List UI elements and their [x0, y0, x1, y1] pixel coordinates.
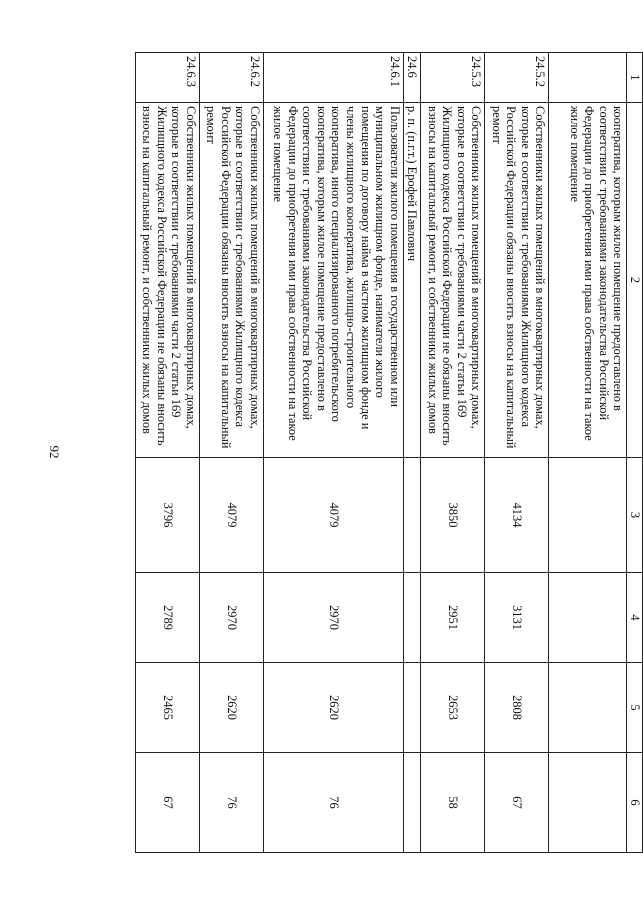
table-row: [135, 53, 199, 853]
row-value-col5: 2465: [135, 663, 199, 753]
row-description: кооператива, которым жилое помещение предоставлено в соответствии с требованиями законодательства Российской Федерации до приобретения ими права собственности на такое жилое помещение: [549, 103, 627, 458]
row-value-col3: [549, 458, 627, 573]
row-value-col6: 58: [421, 753, 485, 853]
row-value-col4: 2970: [263, 573, 403, 663]
row-value-col4: [549, 573, 627, 663]
table-row: [263, 53, 403, 853]
row-description: Собственники жилых помещений в многоквартирных домах, которые в соответствии с требованиями Жилищного кодекса Российской Федерации обязаны вносить взносы на капитальный ремонт: [199, 103, 263, 458]
header-cell: 1: [627, 53, 643, 103]
row-value-col3: 3796: [135, 458, 199, 573]
table-row: [485, 53, 549, 853]
header-cell: 4: [627, 573, 643, 663]
row-value-col4: 2951: [421, 573, 485, 663]
row-value-col3: 3850: [421, 458, 485, 573]
row-value-col6: [549, 753, 627, 853]
header-cell: 2: [627, 103, 643, 458]
row-description: Пользователи жилого помещения в государственном или муниципальном жилищном фонде, наниматели жилого помещения по договору найма в частном жилищном фонде и члены жилищного кооператива, жилищно-строительного кооператива, иного специализированного потребительского кооператива, которым жилое помещение предоставлено в соответствии с требованиями законодательства Российской Федерации до приобретения ими права собственности на такое жилое помещение: [263, 103, 403, 458]
row-value-col5: 2620: [199, 663, 263, 753]
row-value-col3: 4079: [199, 458, 263, 573]
page-number: 92: [47, 445, 62, 459]
header-cell: 3: [627, 458, 643, 573]
row-code: 24.6.3: [135, 53, 199, 103]
row-value-col5: [403, 663, 421, 753]
row-code: [549, 53, 627, 103]
table-row: [549, 53, 627, 853]
row-code: 24.5.3: [421, 53, 485, 103]
row-description: р. п. (п.г.т.) Ерофей Павлович: [403, 103, 421, 458]
row-value-col3: 4134: [485, 458, 549, 573]
row-value-col6: 76: [199, 753, 263, 853]
row-value-col4: 3131: [485, 573, 549, 663]
table-row: [199, 53, 263, 853]
row-value-col5: 2808: [485, 663, 549, 753]
header-cell: 5: [627, 663, 643, 753]
row-value-col5: 2653: [421, 663, 485, 753]
header-row: [627, 53, 643, 853]
header-cell: 6: [627, 753, 643, 853]
table-row: [403, 53, 421, 853]
table-row: [421, 53, 485, 853]
row-value-col4: 2970: [199, 573, 263, 663]
row-code: 24.6: [403, 53, 421, 103]
row-value-col5: 2620: [263, 663, 403, 753]
row-description: Собственники жилых помещений в многоквартирных домах, которые в соответствии с требованиями части 2 статьи 169 Жилищного кодекса Российской Федерации не обязаны вносить взносы на капитальный ремонт, и собственники жилых домов: [421, 103, 485, 458]
row-value-col3: 4079: [263, 458, 403, 573]
row-value-col6: 76: [263, 753, 403, 853]
row-value-col4: [403, 573, 421, 663]
row-description: Собственники жилых помещений в многоквартирных домах, которые в соответствии с требованиями части 2 статьи 169 Жилищного кодекса Российской Федерации не обязаны вносить взносы на капитальный ремонт, и собственники жилых домов: [135, 103, 199, 458]
tariff-table: [135, 52, 643, 853]
rotated-table-container: [133, 52, 643, 852]
row-code: 24.6.2: [199, 53, 263, 103]
row-value-col6: 67: [135, 753, 199, 853]
row-value-col6: 67: [485, 753, 549, 853]
row-value-col4: 2789: [135, 573, 199, 663]
row-code: 24.5.2: [485, 53, 549, 103]
row-value-col6: [403, 753, 421, 853]
row-code: 24.6.1: [263, 53, 403, 103]
row-value-col3: [403, 458, 421, 573]
row-description: Собственники жилых помещений в многоквартирных домах, которые в соответствии с требованиями Жилищного кодекса Российской Федерации обязаны вносить взносы на капитальный ремонт: [485, 103, 549, 458]
row-value-col5: [549, 663, 627, 753]
